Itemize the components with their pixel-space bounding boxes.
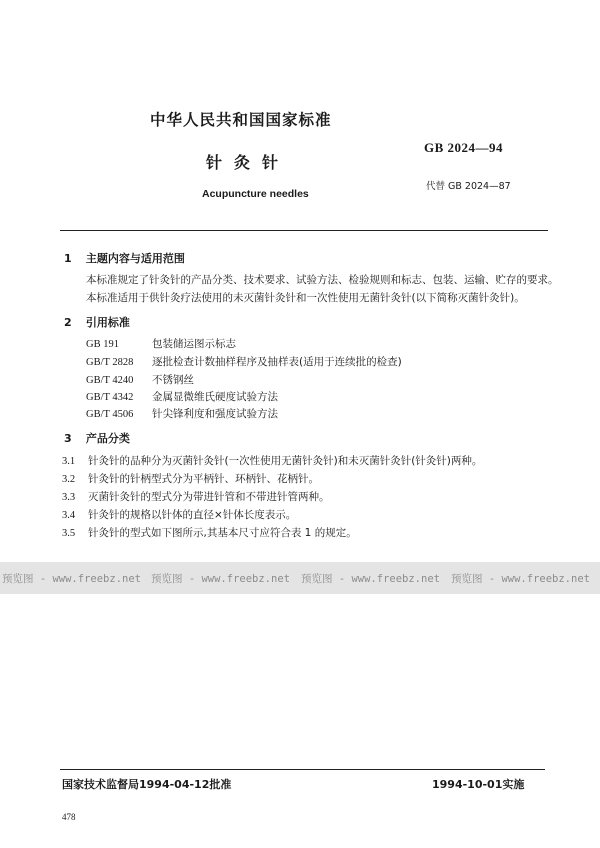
section-1-heading: [64, 250, 185, 266]
clause-number: 3.4: [62, 510, 76, 521]
section-number: 2: [64, 316, 72, 329]
clause-item: [62, 525, 357, 540]
reference-title: 包装储运图示标志: [152, 338, 236, 350]
clause-text: 针灸针的针柄型式分为平柄针、环柄针、花柄针。: [88, 473, 319, 485]
reference-item: [86, 406, 278, 421]
clause-number: 3.3: [62, 492, 76, 503]
effective-date: 1994-10-01实施: [432, 778, 525, 791]
clause-item: [62, 489, 330, 504]
clause-text: 针灸针的规格以针体的直径×针体长度表示。: [88, 509, 297, 521]
footer-rule: [60, 769, 545, 770]
reference-item: [86, 389, 278, 404]
watermark-text: 预览图 - www.freebz.net: [451, 573, 590, 585]
reference-item: [86, 354, 402, 369]
section-title: 产品分类: [85, 432, 130, 445]
paragraph: 本标准规定了针灸针的产品分类、技术要求、试验方法、检验规则和标志、包装、运输、贮存的要求。: [86, 274, 559, 286]
clause-number: 3.1: [62, 456, 76, 467]
clause-text: 灭菌针灸针的型式分为带进针管和不带进针管两种。: [88, 491, 330, 503]
reference-code: GB 191: [86, 339, 119, 350]
reference-item: [86, 372, 194, 387]
section-number: 3: [64, 432, 72, 445]
section-title: 引用标准: [85, 316, 130, 329]
reference-code: GB/T 2828: [86, 357, 134, 368]
clause-item: [62, 453, 482, 468]
section-number: 1: [64, 252, 72, 265]
watermark-band: [0, 562, 600, 594]
replaces-note: 代替 GB 2024—87: [426, 181, 511, 192]
org-title: 中华人民共和国国家标准: [150, 111, 332, 129]
reference-code: GB/T 4240: [86, 375, 134, 386]
header-rule: [60, 230, 548, 231]
reference-item: [86, 336, 236, 351]
reference-title: 金属显微维氏硬度试验方法: [152, 391, 278, 403]
clause-number: 3.2: [62, 474, 76, 485]
section-3-heading: [64, 430, 130, 446]
watermark-text: 预览图 - www.freebz.net: [2, 573, 141, 585]
watermark-text: 预览图 - www.freebz.net: [301, 573, 440, 585]
english-title: Acupuncture needles: [202, 188, 309, 200]
reference-title: 不锈钢丝: [152, 374, 194, 386]
section-title: 主题内容与适用范围: [85, 252, 185, 265]
clause-text: 针灸针的品种分为灭菌针灸针(一次性使用无菌针灸针)和未灭菌针灸针(针灸针)两种。: [88, 455, 483, 467]
standard-number: GB 2024—94: [424, 140, 504, 155]
watermark-text: 预览图 - www.freebz.net: [151, 573, 290, 585]
document-title: 针灸针: [206, 153, 291, 172]
section-2-heading: [64, 314, 130, 330]
paragraph: 本标准适用于供针灸疗法使用的未灭菌针灸针和一次性使用无菌针灸针(以下简称灭菌针灸针)。: [86, 292, 525, 304]
reference-code: GB/T 4342: [86, 392, 134, 403]
reference-title: 针尖锋利度和强度试验方法: [152, 408, 278, 420]
reference-title: 逐批检查计数抽样程序及抽样表(适用于连续批的检查): [152, 356, 402, 368]
clause-item: [62, 507, 296, 522]
clause-text: 针灸针的型式如下图所示,其基本尺寸应符合表 1 的规定。: [88, 527, 357, 539]
approval-note: 国家技术监督局1994-04-12批准: [62, 778, 232, 791]
reference-code: GB/T 4506: [86, 409, 134, 420]
page-number: 478: [62, 812, 76, 822]
clause-item: [62, 471, 319, 486]
clause-number: 3.5: [62, 528, 76, 539]
